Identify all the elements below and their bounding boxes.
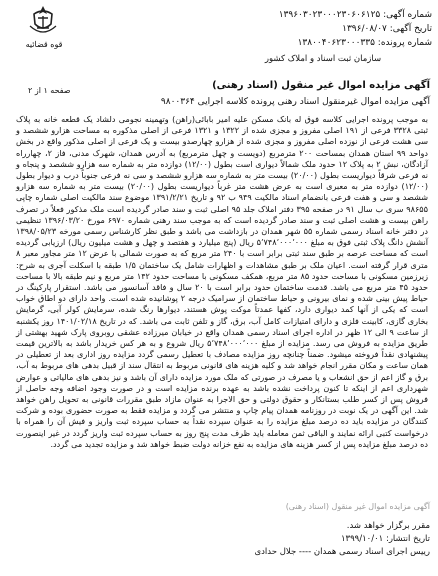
organization-name: سازمان ثبت اسناد و املاک کشور xyxy=(264,54,382,64)
document-subtitle: آگهی مزایده اموال غیرمنقول اسناد رهنی پرونده کلاسه اجرایی ۹۸۰۰۳۶۴ xyxy=(160,97,430,107)
ministry-name: قوه قضائیه xyxy=(25,40,63,49)
meta-file-row xyxy=(262,36,432,50)
closing-line-1: مقرر برگزار خواهد شد. xyxy=(346,521,430,531)
page-number: صفحه ۱ از ۲ xyxy=(28,86,71,95)
meta-file-value: ۱۳۸۰۰۴۰۶۲۳۰۰۰۳۳۵ xyxy=(297,38,375,48)
meta-number-label: شماره آگهی: xyxy=(383,10,432,20)
closing-block xyxy=(60,520,430,559)
document-meta xyxy=(262,8,432,50)
meta-date-label: تاریخ آگهی: xyxy=(389,24,432,34)
meta-number-row xyxy=(262,8,432,22)
meta-file-label: شماره پرونده: xyxy=(377,38,432,48)
document-body: به موجب پرونده اجرایی کلاسه فوق له بانک مسکن علیه امیر بابائی(راهن) وتهمینه نجومی دلشاد یک قطعه خانه به پلاک ثبتی ۳۳۲۸ فرعی از ۱۹۱ اصلی مفروز و مجزی شده از ۱۳۲۲ و ۱۳۲۱ فرعی از اصلی مذکوره به مساحت هزارو ششصد و سی هشت فرعی از نوزده اصلی مفروز و مجزی شده از هزارو چهارصدو بیست و یک فرعی از اصلی مذکور واقع در بخش دواحد ۹۹ استان همدان بمساحت ۲۰۰ مترمربع (دویست و چهل مترمربع) به آدرس همدان، شهرک مدنی، فاز ۲، چهارراه آزادگان، نبش ۲ به پلاک ۱۲ حدود ملک شمالاً دیواری است بطول (۱۲/۰۰) دوازده متر به شماره سه هزارو ششصد و پنجاه و نه فرعی شرقاً دیواریست بطول (۲۰/۰۰) بیست متر به شماره سه هزارو ششصد و سی نه فرعی جنوباً درب و دیوار بطول (۱۲/۰۰) دوازده متر به معبری است به عرض هشت متر غرباً دیواریست بطول (۲۰/۰۰) بیست متر به شماره سه هزارو ششصد و سی و هفت فرعی بانضمام اسناد مالکیت ۹۴۹ ب ۹۲ و تاریخ ۱۳۹۱/۲/۲۱ موضوع سند مالکیت اصلی شماره چاپی ۹۸۶۵۵ سری ب سال ۹۱ در صفحه ۳۹۵ دفتر املاک جلد ۹۵ اصلی ثبت و سند صادر گردیده است ملک مذکور فعلاً در تصرف راهن بیست و هشت اصلی ثبت و سند صادر گردیده است که به موجب سند رهنی شماره ۶۹۷۰ مورخ ۱۳۹۶/۰۳/۲۰ تنظیمی در دفتر خانه اسناد رسمی شماره ۵۵ شهر همدان در بازداشت می باشد و طبق نظر کارشناس رسمی مورخه ۱۳۹۸/۰۵/۲۳ آنشش دانگ پلاک ثبتی فوق به مبلغ ۵٬۷۴۸٬۰۰۰٬۰۰۰ ریال (پنج میلیارد و هفتصد و چهل و هشت میلیون ریال) ارزیابی گردیده است که مساحت عرصه بر طبق سند ثبتی برابر است با ۲۴۰ متر مربع که به صورت شمالی با عرض ۱۲ متر مجاور معبر ۸ متری قرار گرفته است. اعیان ملک بر طبق مشاهدات و اظهارات شامل یک ساختمان ۱/۵ طبقه با اسکلت آجری به شرح: زیرزمین مسکونی با مساحت حدود ۸۵ متر مربع، همکف مسکونی با مساحت حدود ۱۴۲ متر مربع و نیم طبقه بالا با مساحت حدود ۴۵ متر مربع می باشد. قدمت ساختمان حدود برابر است با ۲۰ سال و فاقد آسانسور می باشد. استقرار پارکینگ در حیاط پیش بینی شده و نمای بیرونی و حیاط ساختمان از سرامیک درجه ۲ پوشانیده شده است. واحد دارای دو اطاق خواب است که یکی از آنها کمد دیواری دارد، کفها عمدتاً موکت پوش هستند، دیوارها رنگ شده، سرمایش کولر آبی، گرمایش بخاری گازی، کابینت فلزی و دارای امتیازات کامل آب، برق، گاز و تلفن ثابت می باشد. که در تاریخ ۱۴۰۱/۰۲/۱۸ روز یکشنبه از ساعت ۹ الی ۱۲ ظهر در اداره اجرای اسناد رسمی همدان واقع در خیابان میرزاده عشقی روبروی پارک شهید بهشتی از طریق مزایده به فروش می رسد. مزایده از مبلغ ۵٬۷۴۸٬۰۰۰٬۰۰۰ ریال شروع و به هر کس خریدار باشد به بالاترین قیمت پیشنهادی نقداً فروخته میشود. ضمناً چنانچه روز مزایده مصادف با تعطیل رسمی گردد مزایده روز اداری بعد از تعطیلی در همان ساعت و مکان مقرر انجام خواهد شد و کلیه هزینه های قانونی مربوط به انتقال سند از قبیل بدهی های مربوط به آب، برق و گاز اعم از حق انشعاب و یا مصرف در صورتی که ملک مورد مزایده دارای آن باشد و نیز بدهی های مالیاتی و عوارض شهرداری اعم از اینکه تا کنون پرداخت نشده باشد به عهده برنده مزایده است و در صورت وجود اضافه وجه حاصل از فروش پس از کسر طلب بستانکار و حقوق دولتی و حق الاجرا به عنوان مازاد طبق مقررات قانونی به تحویل راهن خواهد شد. این آگهی در یک نوبت در روزنامه همدان پیام چاپ و منتشر می گردد و مزایده فقط به صورت حضوری بوده و شرکت کنندگان در مزایده باید ده درصد مبلغ مزایده را به عنوان سپرده نقداً به حساب سپرده ثبت واریز و فیش آن را همراه با درخواست کتبی ارائه نمایند و الباقی ثمن معامله باید ظرف مدت پنج روز به حساب سپرده ثبت واریز گردد در غیر اینصورت ده درصد مبلغ مزایده پس از کسر هزینه های مزایده به نفع خزانه دولت ضبط خواهد شد و مزایده تجدید می گردد. xyxy=(16,114,429,449)
closing-publish-date: تاریخ انتشار: ۱۳۹۹/۱۰/۰۱ xyxy=(340,534,430,544)
meta-date-row xyxy=(262,22,432,36)
meta-number-value: ۱۳۹۶۰۳۰۲۳۰۰۰۲۳۰۶۰۶۱۲۵ xyxy=(278,10,381,20)
document-title: آگهی مزایده اموال غیر منقول (اسناد رهنی) xyxy=(212,80,430,91)
meta-date-value: ۱۳۹۶/۰۸/۰۷ xyxy=(342,24,387,34)
judiciary-emblem-icon xyxy=(24,4,62,38)
faded-title-line: آگهی مزایده اموال غیر منقول (اسناد رهنی) xyxy=(285,502,430,511)
closing-signature: رییس اجرای اسناد رسمی همدان ---- جلال حدادی xyxy=(254,547,430,557)
